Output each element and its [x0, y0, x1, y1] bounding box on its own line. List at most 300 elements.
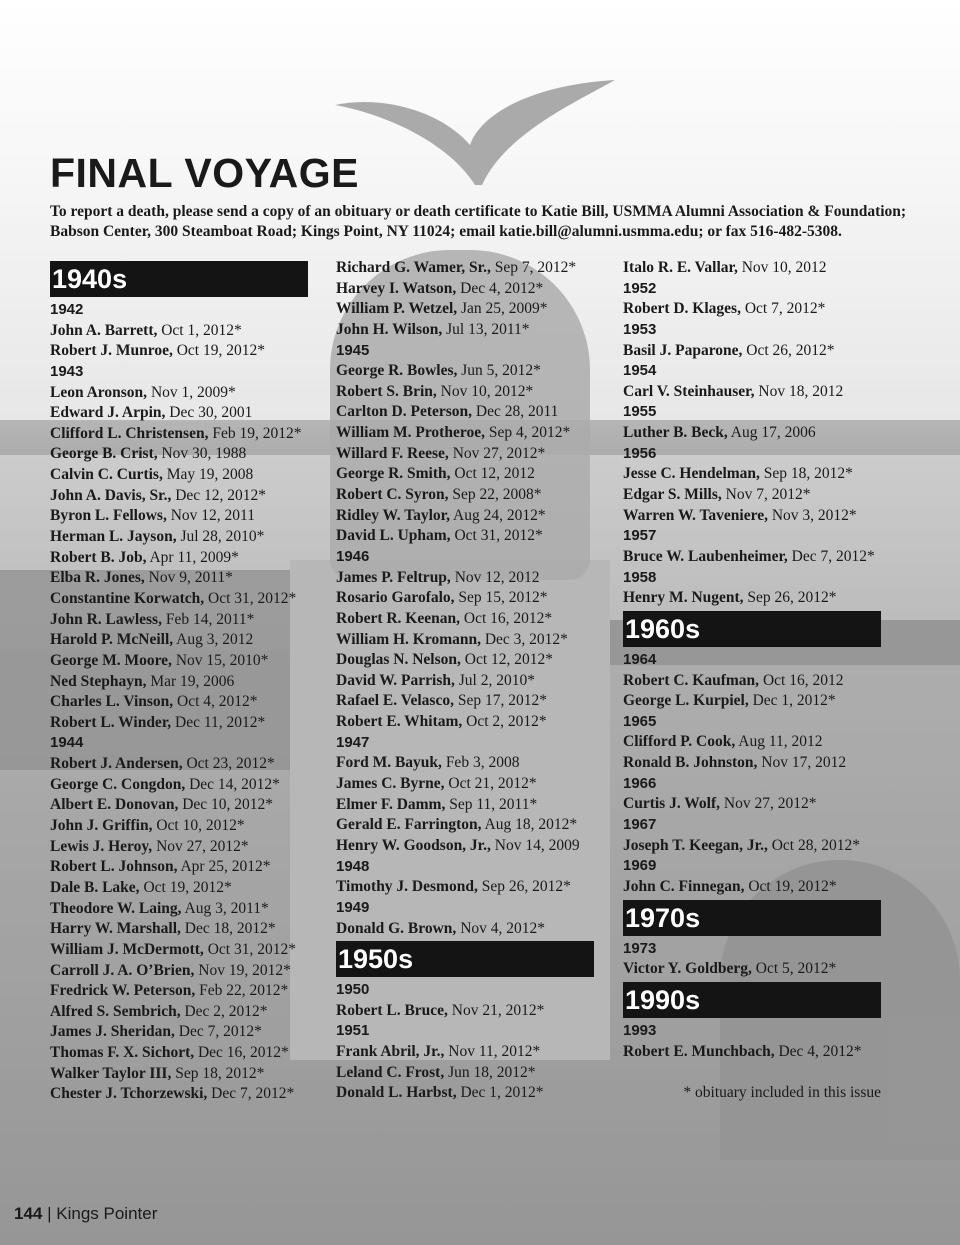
- deceased-name: Alfred S. Sembrich,: [50, 1002, 181, 1020]
- date-of-death: Sep 18, 2012*: [171, 1064, 265, 1082]
- date-of-death: Oct 28, 2012*: [767, 836, 860, 854]
- deceased-name: Dale B. Lake,: [50, 878, 140, 896]
- date-of-death: Nov 15, 2010*: [171, 651, 269, 669]
- deceased-name: Theodore W. Laing,: [50, 899, 182, 917]
- date-of-death: Nov 10, 2012*: [436, 382, 534, 400]
- obituary-entry: [623, 382, 881, 403]
- date-of-death: Nov 11, 2012*: [444, 1043, 541, 1061]
- class-year-heading: 1942: [50, 301, 84, 318]
- deceased-name: Carroll J. A. O’Brien,: [50, 961, 195, 979]
- obituary-entry: [623, 691, 881, 712]
- decade-heading: 1940s: [50, 261, 308, 297]
- deceased-name: George C. Congdon,: [50, 775, 186, 793]
- deceased-name: William H. Kromann,: [336, 630, 481, 648]
- class-year-heading: 1973: [623, 939, 657, 957]
- date-of-death: Jul 28, 2010*: [176, 528, 265, 546]
- deceased-name: David L. Upham,: [336, 527, 451, 545]
- date-of-death: Oct 31, 2012*: [204, 589, 297, 607]
- obituary-entry: [50, 672, 308, 693]
- date-of-death: Oct 16, 2012: [759, 671, 844, 689]
- deceased-name: Edgar S. Mills,: [623, 486, 722, 504]
- class-year-heading: 1966: [623, 774, 657, 792]
- decade-heading: 1950s: [336, 941, 594, 977]
- date-of-death: Oct 21, 2012*: [444, 775, 537, 793]
- obituary-entry: [623, 485, 881, 506]
- deceased-name: Leland C. Frost,: [336, 1063, 445, 1081]
- date-of-death: Jun 18, 2012*: [444, 1063, 536, 1081]
- date-of-death: Oct 31, 2012*: [450, 527, 543, 545]
- obituary-entry: [336, 1083, 594, 1104]
- obituary-entry: [623, 1042, 881, 1063]
- date-of-death: Feb 14, 2011*: [161, 610, 255, 628]
- obituary-entry: [50, 568, 308, 589]
- deceased-name: John R. Lawless,: [50, 610, 162, 628]
- date-of-death: Dec 11, 2012*: [171, 713, 266, 731]
- obituary-entry: [50, 837, 308, 858]
- obituary-entry: [50, 1043, 308, 1064]
- deceased-name: Clifford L. Christensen,: [50, 424, 209, 442]
- date-of-death: Dec 4, 2012*: [774, 1042, 862, 1060]
- obituary-entry: [336, 919, 594, 940]
- obituary-entry: [336, 630, 594, 651]
- date-of-death: Nov 19, 2012*: [194, 961, 291, 979]
- deceased-name: Elba R. Jones,: [50, 569, 145, 587]
- deceased-name: Carlton D. Peterson,: [336, 403, 473, 421]
- deceased-name: Luther B. Beck,: [623, 424, 728, 442]
- deceased-name: Robert R. Keenan,: [336, 609, 460, 627]
- obituary-entry: [50, 527, 308, 548]
- deceased-name: John A. Barrett,: [50, 321, 158, 339]
- obituary-entry: [623, 671, 881, 692]
- obituary-entry: [50, 816, 308, 837]
- obituary-entry: [50, 692, 308, 713]
- obituary-entry: [336, 774, 594, 795]
- date-of-death: Oct 1, 2012*: [157, 321, 242, 339]
- obituary-entry: [50, 857, 308, 878]
- obituary-entry: [336, 485, 594, 506]
- deceased-name: Curtis J. Wolf,: [623, 795, 721, 813]
- date-of-death: Aug 3, 2011*: [181, 899, 269, 917]
- date-of-death: Nov 3, 2012*: [767, 506, 857, 524]
- obituary-entry: [336, 877, 594, 898]
- obituary-entry: [336, 650, 594, 671]
- obituary-entry: [50, 878, 308, 899]
- date-of-death: Sep 15, 2012*: [454, 589, 548, 607]
- date-of-death: Jan 25, 2009*: [457, 300, 548, 318]
- class-year-heading: 1952: [623, 279, 657, 297]
- obituary-entry: [50, 940, 308, 961]
- date-of-death: Oct 31, 2012*: [203, 940, 296, 958]
- deceased-name: Lewis J. Heroy,: [50, 837, 153, 855]
- date-of-death: Oct 23, 2012*: [182, 755, 275, 773]
- obituary-entry: [336, 836, 594, 857]
- obituary-entry: [50, 919, 308, 940]
- class-year-heading: 1951: [336, 1022, 370, 1040]
- date-of-death: Nov 7, 2012*: [721, 486, 811, 504]
- deceased-name: Byron L. Fellows,: [50, 507, 167, 525]
- date-of-death: Dec 28, 2011: [472, 403, 559, 421]
- footer-separator: |: [42, 1204, 57, 1223]
- date-of-death: Sep 4, 2012*: [484, 424, 571, 442]
- obituary-entry: [623, 836, 881, 857]
- class-year-heading: 1946: [336, 547, 370, 565]
- deceased-name: Rosario Garofalo,: [336, 589, 455, 607]
- date-of-death: Nov 18, 2012: [754, 382, 844, 400]
- date-of-death: Nov 14, 2009: [490, 836, 580, 854]
- deceased-name: Robert C. Syron,: [336, 486, 449, 504]
- obituary-entry: [50, 321, 308, 342]
- obituary-entry: [50, 424, 308, 445]
- date-of-death: Dec 1, 2012*: [748, 692, 836, 710]
- obituary-entry: [336, 815, 594, 836]
- obituary-entry: [50, 651, 308, 672]
- class-year-heading: 1949: [336, 898, 370, 916]
- page-footer: [14, 1204, 157, 1224]
- date-of-death: Oct 19, 2012*: [744, 877, 837, 895]
- obituary-entry: [336, 1063, 594, 1084]
- obituary-entry: [50, 1084, 308, 1105]
- date-of-death: Dec 18, 2012*: [180, 920, 276, 938]
- obituary-entry: [336, 402, 594, 423]
- date-of-death: Nov 10, 2012: [737, 259, 827, 276]
- date-of-death: Dec 12, 2012*: [171, 486, 267, 504]
- deceased-name: Leon Aronson,: [50, 383, 148, 401]
- obituary-entry: [336, 609, 594, 630]
- class-year-heading: 1965: [623, 712, 657, 730]
- class-year-heading: 1955: [623, 403, 657, 421]
- deceased-name: Ronald B. Johnston,: [623, 754, 758, 772]
- obituary-entry: [50, 899, 308, 920]
- obituary-entry: [50, 1022, 308, 1043]
- deceased-name: Robert E. Munchbach,: [623, 1042, 775, 1060]
- obituary-entry: [623, 258, 881, 279]
- decade-heading: 1990s: [623, 982, 881, 1018]
- deceased-name: Charles L. Vinson,: [50, 693, 174, 711]
- deceased-name: George R. Smith,: [336, 465, 451, 483]
- class-year-heading: 1957: [623, 527, 657, 545]
- deceased-name: Rafael E. Velasco,: [336, 692, 454, 710]
- date-of-death: Oct 12, 2012: [450, 465, 535, 483]
- obituary-entry: [50, 444, 308, 465]
- obituary-entry: [623, 959, 881, 980]
- deceased-name: Harry W. Marshall,: [50, 920, 181, 938]
- date-of-death: Aug 18, 2012*: [481, 816, 578, 834]
- decade-heading: 1960s: [623, 611, 881, 647]
- deceased-name: Robert S. Brin,: [336, 382, 437, 400]
- date-of-death: Oct 26, 2012*: [742, 341, 835, 359]
- date-of-death: Sep 26, 2012*: [743, 589, 837, 607]
- obituary-entry: [336, 258, 594, 279]
- obituary-entry: [623, 506, 881, 527]
- obituary-entry: [50, 630, 308, 651]
- class-year-heading: 1993: [623, 1021, 657, 1039]
- date-of-death: Dec 30, 2001: [165, 404, 253, 422]
- deceased-name: Harold P. McNeill,: [50, 631, 174, 649]
- obituary-entry: [336, 691, 594, 712]
- deceased-name: Jesse C. Hendelman,: [623, 465, 760, 483]
- obituary-entry: [336, 753, 594, 774]
- date-of-death: Oct 16, 2012*: [460, 609, 553, 627]
- deceased-name: Chester J. Tchorzewski,: [50, 1085, 208, 1103]
- obituary-entry: [336, 506, 594, 527]
- date-of-death: Aug 24, 2012*: [450, 506, 546, 524]
- deceased-name: Robert L. Johnson,: [50, 858, 178, 876]
- deceased-name: John A. Davis, Sr.,: [50, 486, 172, 504]
- date-of-death: Dec 7, 2012*: [174, 1023, 262, 1041]
- obituary-entry: [623, 464, 881, 485]
- obituary-entry: [623, 547, 881, 568]
- obituary-entry: [623, 753, 881, 774]
- date-of-death: Sep 17, 2012*: [453, 692, 547, 710]
- deceased-name: Ridley W. Taylor,: [336, 506, 451, 524]
- deceased-name: Henry W. Goodson, Jr.,: [336, 836, 491, 854]
- date-of-death: Dec 16, 2012*: [194, 1044, 289, 1062]
- deceased-name: James C. Byrne,: [336, 775, 445, 793]
- obituary-entry: [50, 1064, 308, 1085]
- deceased-name: Henry M. Nugent,: [623, 589, 744, 607]
- deceased-name: Willard F. Reese,: [336, 444, 449, 462]
- obituary-entry: [336, 1042, 594, 1063]
- class-year-heading: 1954: [623, 362, 657, 380]
- date-of-death: Aug 11, 2012: [735, 733, 823, 751]
- deceased-name: Robert C. Kaufman,: [623, 671, 760, 689]
- obituary-entry: [336, 279, 594, 300]
- reporting-instructions: To report a death, please send a copy of an obituary or death certificate to Katie Bill, USMMA Alumni Association & Foundation; Babson Center, 300 Steamboat Road; Kings Point, NY 11024; email katie.bill@alumni.usmma.edu; or fax 516-482-5308.: [50, 203, 907, 240]
- deceased-name: Robert J. Andersen,: [50, 755, 183, 773]
- deceased-name: Harvey I. Watson,: [336, 279, 457, 297]
- obituary-entry: [623, 794, 881, 815]
- obituary-entry: [50, 383, 308, 404]
- date-of-death: Mar 19, 2006: [146, 672, 235, 690]
- deceased-name: Douglas N. Nelson,: [336, 651, 461, 669]
- deceased-name: David W. Parrish,: [336, 671, 455, 689]
- obituary-entry: [336, 712, 594, 733]
- obituary-entry: [336, 526, 594, 547]
- deceased-name: Albert E. Donovan,: [50, 796, 179, 814]
- date-of-death: Nov 27, 2012*: [720, 795, 817, 813]
- deceased-name: William M. Protheroe,: [336, 424, 485, 442]
- obituary-entry: [50, 486, 308, 507]
- deceased-name: William P. Wetzel,: [336, 300, 458, 318]
- date-of-death: Sep 11, 2011*: [445, 795, 538, 813]
- date-of-death: Apr 11, 2009*: [146, 548, 239, 566]
- class-year-heading: 1956: [623, 444, 657, 462]
- obituary-entry: [336, 444, 594, 465]
- obituary-entry: [336, 423, 594, 444]
- class-year-heading: 1950: [336, 981, 370, 999]
- obituary-entry: [623, 423, 881, 444]
- deceased-name: Calvin C. Curtis,: [50, 466, 163, 484]
- date-of-death: Jul 2, 2010*: [454, 671, 535, 689]
- date-of-death: Feb 22, 2012*: [195, 982, 289, 1000]
- date-of-death: Feb 19, 2012*: [208, 424, 302, 442]
- deceased-name: Herman L. Jayson,: [50, 528, 177, 546]
- date-of-death: Nov 4, 2012*: [456, 919, 546, 937]
- deceased-name: Robert E. Whitam,: [336, 713, 463, 731]
- obituary-entry: [336, 361, 594, 382]
- obituary-entry: [50, 713, 308, 734]
- obituary-entry: [623, 877, 881, 898]
- date-of-death: Nov 9, 2011*: [144, 569, 233, 587]
- obituary-entry: [50, 1002, 308, 1023]
- class-year-heading: 1967: [623, 816, 657, 834]
- class-year-heading: 1945: [336, 341, 370, 359]
- date-of-death: Oct 4, 2012*: [173, 693, 258, 711]
- obituary-entry: [50, 341, 308, 362]
- date-of-death: Dec 3, 2012*: [480, 630, 568, 648]
- obituary-entry: [50, 610, 308, 631]
- deceased-name: Elmer F. Damm,: [336, 795, 446, 813]
- deceased-name: George R. Bowles,: [336, 362, 458, 380]
- obituary-entry: [623, 299, 881, 320]
- obituary-entry: [336, 588, 594, 609]
- date-of-death: Oct 19, 2012*: [139, 878, 232, 896]
- deceased-name: Robert D. Klages,: [623, 300, 741, 318]
- deceased-name: Warren W. Taveniere,: [623, 506, 768, 524]
- deceased-name: James J. Sheridan,: [50, 1023, 175, 1041]
- date-of-death: Nov 12, 2012: [450, 568, 540, 586]
- page-number: 144: [14, 1204, 43, 1223]
- obituary-entry: [50, 981, 308, 1002]
- obituary-column-2: [336, 258, 594, 1104]
- obituary-entry: [50, 589, 308, 610]
- deceased-name: Constantine Korwatch,: [50, 589, 205, 607]
- deceased-name: Richard G. Wamer, Sr.,: [336, 259, 491, 276]
- date-of-death: Nov 27, 2012*: [448, 444, 546, 462]
- obituary-entry: [623, 588, 881, 609]
- date-of-death: Aug 17, 2006: [727, 424, 816, 442]
- deceased-name: Donald G. Brown,: [336, 919, 457, 937]
- date-of-death: Nov 21, 2012*: [447, 1001, 545, 1019]
- class-year-heading: 1964: [623, 650, 657, 668]
- class-year-heading: 1947: [336, 733, 370, 751]
- deceased-name: Timothy J. Desmond,: [336, 878, 478, 896]
- deceased-name: Joseph T. Keegan, Jr.,: [623, 836, 768, 854]
- obituary-entry: [336, 382, 594, 403]
- deceased-name: George L. Kurpiel,: [623, 692, 749, 710]
- deceased-name: John J. Griffin,: [50, 817, 153, 835]
- date-of-death: Dec 2, 2012*: [180, 1002, 268, 1020]
- date-of-death: Dec 14, 2012*: [185, 775, 280, 793]
- obituary-entry: [336, 671, 594, 692]
- date-of-death: Dec 1, 2012*: [456, 1084, 544, 1102]
- class-year-heading: 1944: [50, 734, 84, 752]
- obituary-entry: [336, 299, 594, 320]
- date-of-death: Oct 19, 2012*: [172, 342, 265, 360]
- date-of-death: Oct 12, 2012*: [460, 651, 554, 669]
- date-of-death: Aug 3, 2012: [173, 631, 254, 649]
- date-of-death: Dec 7, 2012*: [207, 1085, 295, 1103]
- obituary-column-3: [623, 258, 881, 1062]
- obituary-entry: [50, 465, 308, 486]
- date-of-death: Sep 22, 2008*: [448, 486, 542, 504]
- date-of-death: Nov 27, 2012*: [152, 837, 249, 855]
- obituary-entry: [50, 795, 308, 816]
- date-of-death: Sep 7, 2012*: [490, 259, 577, 276]
- obituary-entry: [50, 775, 308, 796]
- deceased-name: Carl V. Steinhauser,: [623, 382, 755, 400]
- date-of-death: Nov 17, 2012: [757, 754, 847, 772]
- class-year-heading: 1958: [623, 568, 657, 586]
- class-year-heading: 1948: [336, 857, 370, 875]
- obituary-entry: [336, 1001, 594, 1022]
- obituary-entry: [336, 464, 594, 485]
- deceased-name: Robert B. Job,: [50, 548, 147, 566]
- deceased-name: Basil J. Paparone,: [623, 341, 743, 359]
- class-year-heading: 1953: [623, 320, 657, 338]
- deceased-name: Bruce W. Laubenheimer,: [623, 547, 788, 565]
- deceased-name: Victor Y. Goldberg,: [623, 960, 752, 978]
- deceased-name: Frank Abril, Jr.,: [336, 1043, 445, 1061]
- obituary-entry: [623, 341, 881, 362]
- obituary-entry: [50, 754, 308, 775]
- deceased-name: Ned Stephayn,: [50, 672, 147, 690]
- deceased-name: Robert L. Bruce,: [336, 1001, 448, 1019]
- class-year-heading: 1943: [50, 362, 84, 380]
- obituary-entry: [336, 320, 594, 341]
- date-of-death: Dec 10, 2012*: [178, 796, 274, 814]
- deceased-name: George M. Moore,: [50, 651, 172, 669]
- class-year-heading: 1969: [623, 857, 657, 875]
- obituary-entry: [50, 548, 308, 569]
- deceased-name: John H. Wilson,: [336, 320, 443, 338]
- date-of-death: Oct 5, 2012*: [751, 960, 837, 978]
- deceased-name: James P. Feltrup,: [336, 568, 451, 586]
- date-of-death: Nov 1, 2009*: [147, 383, 236, 401]
- deceased-name: George B. Crist,: [50, 445, 158, 463]
- obituary-column-1: [50, 258, 308, 1105]
- obituary-entry: [336, 795, 594, 816]
- obituary-footnote: * obituary included in this issue: [683, 1084, 881, 1101]
- deceased-name: Walker Taylor III,: [50, 1064, 172, 1082]
- obituary-entry: [336, 568, 594, 589]
- deceased-name: William J. McDermott,: [50, 940, 204, 958]
- publication-name: Kings Pointer: [56, 1204, 158, 1223]
- deceased-name: Gerald E. Farrington,: [336, 816, 482, 834]
- date-of-death: Jun 5, 2012*: [457, 362, 541, 380]
- date-of-death: Sep 26, 2012*: [477, 878, 571, 896]
- date-of-death: Feb 3, 2008: [441, 754, 520, 772]
- page-title: FINAL VOYAGE: [50, 150, 360, 196]
- date-of-death: Nov 12, 2011: [166, 507, 255, 525]
- date-of-death: May 19, 2008: [162, 466, 254, 484]
- decade-heading: 1970s: [623, 900, 881, 936]
- deceased-name: Robert J. Munroe,: [50, 342, 173, 360]
- date-of-death: Nov 30, 1988: [157, 445, 247, 463]
- deceased-name: Italo R. E. Vallar,: [623, 259, 738, 276]
- deceased-name: Fredrick W. Peterson,: [50, 982, 196, 1000]
- date-of-death: Dec 4, 2012*: [456, 279, 544, 297]
- obituary-entry: [50, 961, 308, 982]
- deceased-name: Thomas F. X. Sichort,: [50, 1044, 195, 1062]
- obituary-entry: [50, 403, 308, 424]
- deceased-name: Donald L. Harbst,: [336, 1084, 457, 1102]
- date-of-death: Apr 25, 2012*: [177, 858, 271, 876]
- date-of-death: Oct 2, 2012*: [462, 713, 547, 731]
- date-of-death: Dec 7, 2012*: [787, 547, 875, 565]
- date-of-death: Oct 7, 2012*: [740, 300, 826, 318]
- date-of-death: Sep 18, 2012*: [759, 465, 853, 483]
- deceased-name: Ford M. Bayuk,: [336, 754, 442, 772]
- obituary-entry: [623, 732, 881, 753]
- deceased-name: John C. Finnegan,: [623, 877, 745, 895]
- date-of-death: Jul 13, 2011*: [442, 320, 530, 338]
- deceased-name: Clifford P. Cook,: [623, 733, 736, 751]
- obituary-entry: [50, 506, 308, 527]
- deceased-name: Edward J. Arpin,: [50, 404, 166, 422]
- deceased-name: Robert L. Winder,: [50, 713, 172, 731]
- date-of-death: Oct 10, 2012*: [152, 817, 245, 835]
